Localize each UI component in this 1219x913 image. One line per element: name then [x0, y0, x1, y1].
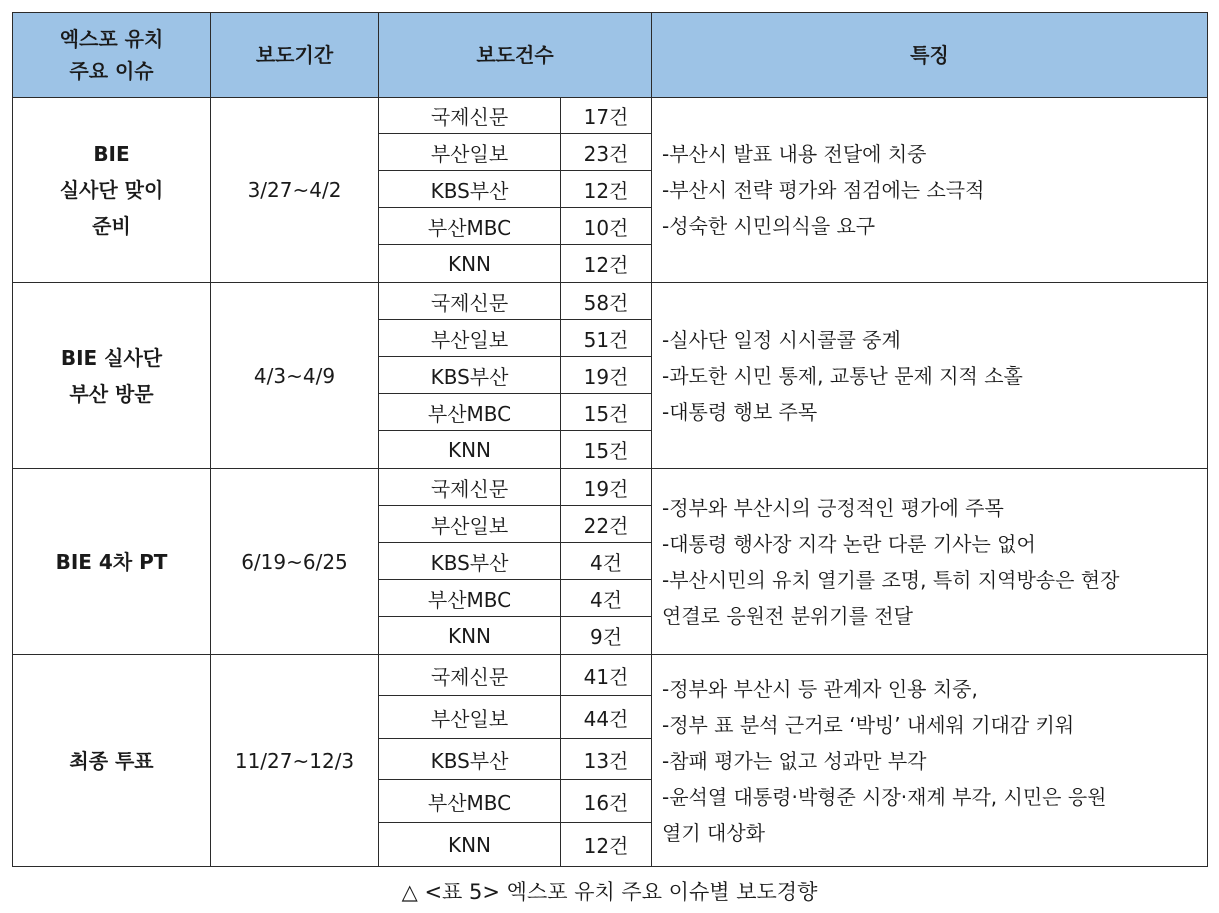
issue-cell: 최종 투표	[13, 655, 211, 867]
media-count-cell: 16건	[561, 780, 652, 823]
media-name-cell: KNN	[379, 431, 561, 469]
media-name-cell: 국제신문	[379, 98, 561, 134]
feature-line: -참패 평가는 없고 성과만 부각	[662, 748, 927, 773]
feature-line: -부산시민의 유치 열기를 조명, 특히 지역방송은 현장	[662, 567, 1120, 592]
media-count-cell: 15건	[561, 394, 652, 431]
table-row	[13, 283, 1208, 320]
media-name-cell: 부산일보	[379, 134, 561, 171]
media-name-cell: 부산일보	[379, 696, 561, 739]
table-caption: △ <표 5> 엑스포 유치 주요 이슈별 보도경향	[401, 880, 818, 904]
header-period: 보도기간	[211, 13, 379, 98]
table-body	[13, 98, 1208, 867]
header-features: 특징	[652, 13, 1208, 98]
table-row	[13, 98, 1208, 134]
table-row	[13, 469, 1208, 506]
media-name-cell: 부산MBC	[379, 394, 561, 431]
media-count-cell: 4건	[561, 580, 652, 617]
feature-line: 연결로 응원전 분위기를 전달	[662, 603, 913, 628]
header-issue: 엑스포 유치 주요 이슈	[13, 13, 211, 98]
media-count-cell: 12건	[561, 245, 652, 283]
media-name-cell: KNN	[379, 823, 561, 867]
media-count-cell: 9건	[561, 617, 652, 655]
feature-line: -부산시 전략 평가와 점검에는 소극적	[662, 178, 985, 202]
features-cell	[652, 98, 1208, 283]
media-name-cell: 부산MBC	[379, 780, 561, 823]
media-count-cell: 41건	[561, 655, 652, 696]
feature-line: -윤석열 대통령·박형준 시장·재계 부각, 시민은 응원	[662, 784, 1107, 809]
media-count-cell: 4건	[561, 543, 652, 580]
media-name-cell: 부산MBC	[379, 208, 561, 245]
media-count-cell: 15건	[561, 431, 652, 469]
header-row	[13, 13, 1208, 98]
media-count-cell: 22건	[561, 506, 652, 543]
media-count-cell: 12건	[561, 823, 652, 867]
media-count-cell: 13건	[561, 739, 652, 780]
issue-cell: BIE 실사단 부산 방문	[13, 283, 211, 469]
media-name-cell: KNN	[379, 617, 561, 655]
media-count-cell: 10건	[561, 208, 652, 245]
feature-line: -대통령 행사장 지각 논란 다룬 기사는 없어	[662, 531, 1036, 556]
period-cell: 4/3~4/9	[211, 283, 379, 469]
media-name-cell: KBS부산	[379, 543, 561, 580]
feature-line: -대통령 행보 주목	[662, 399, 818, 424]
features-cell	[652, 469, 1208, 655]
media-name-cell: 부산일보	[379, 320, 561, 357]
report-table	[12, 12, 1208, 867]
media-name-cell: KBS부산	[379, 739, 561, 780]
feature-line: -과도한 시민 통제, 교통난 문제 지적 소홀	[662, 363, 1023, 388]
feature-line: -실사단 일정 시시콜콜 중계	[662, 327, 901, 352]
media-name-cell: KBS부산	[379, 171, 561, 208]
issue-cell: BIE 4차 PT	[13, 469, 211, 655]
media-name-cell: KNN	[379, 245, 561, 283]
media-count-cell: 12건	[561, 171, 652, 208]
feature-line: -정부와 부산시 등 관계자 인용 치중,	[662, 676, 978, 701]
table-row	[13, 655, 1208, 696]
media-name-cell: 부산일보	[379, 506, 561, 543]
media-count-cell: 51건	[561, 320, 652, 357]
feature-line: -정부 표 분석 근거로 ‘박빙’ 내세워 기대감 키워	[662, 712, 1075, 737]
feature-line: -부산시 발표 내용 전달에 치중	[662, 142, 927, 166]
issue-cell: BIE 실사단 맞이 준비	[13, 98, 211, 283]
period-cell: 3/27~4/2	[211, 98, 379, 283]
media-name-cell: 국제신문	[379, 283, 561, 320]
media-count-cell: 23건	[561, 134, 652, 171]
features-cell	[652, 283, 1208, 469]
feature-line: 열기 대상화	[662, 820, 765, 845]
media-count-cell: 17건	[561, 98, 652, 134]
period-cell: 6/19~6/25	[211, 469, 379, 655]
feature-line: -정부와 부산시의 긍정적인 평가에 주목	[662, 495, 1004, 520]
media-count-cell: 58건	[561, 283, 652, 320]
header-count: 보도건수	[379, 13, 652, 98]
media-count-cell: 19건	[561, 357, 652, 394]
features-cell	[652, 655, 1208, 867]
media-count-cell: 44건	[561, 696, 652, 739]
media-name-cell: 국제신문	[379, 469, 561, 506]
media-name-cell: 부산MBC	[379, 580, 561, 617]
media-name-cell: KBS부산	[379, 357, 561, 394]
period-cell: 11/27~12/3	[211, 655, 379, 867]
media-name-cell: 국제신문	[379, 655, 561, 696]
media-count-cell: 19건	[561, 469, 652, 506]
feature-line: -성숙한 시민의식을 요구	[662, 214, 876, 238]
